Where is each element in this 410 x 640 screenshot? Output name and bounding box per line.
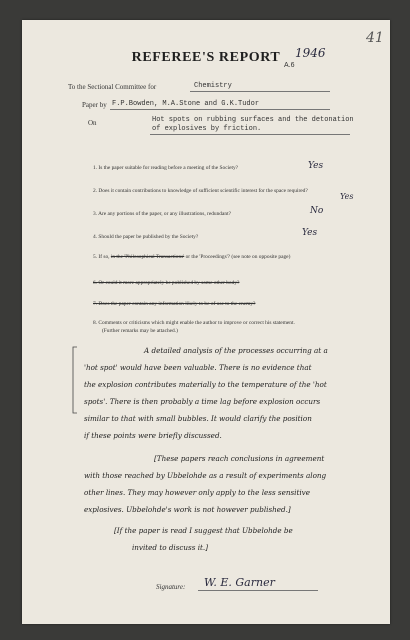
authors-underline [110, 109, 330, 110]
title-underline [150, 134, 350, 135]
question-6: 6. Or could it more appropriately be published by some other body? [93, 280, 240, 286]
paper-authors: F.P.Bowden, M.A.Stone and G.K.Tudor [112, 100, 260, 108]
document-number: A.6 [284, 62, 295, 69]
struck-phil-trans: in the 'Philosophical Transactions' [110, 254, 185, 260]
margin-bracket [70, 345, 80, 415]
report-sheet [22, 20, 390, 624]
signature-underline [198, 590, 318, 591]
paper-by-label: Paper by [82, 101, 107, 109]
answer-2: Yes [340, 192, 354, 201]
question-2: 2. Does it contain contributions to knowledge of sufficient scientific interest for the space required? [93, 188, 308, 194]
paper-on-label: On [88, 119, 97, 127]
answer-3: No [310, 206, 324, 216]
question-8-note: (Further remarks may be attached.) [102, 328, 178, 334]
comment-paragraph-1: A detailed analysis of the processes occurring at a 'hot spot' would have been valuable. There is no evidence that the explosion contributes materially to the temperature of the 'hot spots'. There is then probably a time lag before explosion occurs similar to that with small bubbles. It would clarify the position if these points were briefly discussed. [84, 346, 328, 440]
answer-1: Yes [308, 161, 324, 171]
answer-4: Yes [302, 228, 318, 238]
committee-name: Chemistry [194, 82, 232, 90]
question-8: 8. Comments or criticisms which might enable the author to improve or correct his statement. [93, 320, 295, 326]
handwritten-year: 1946 [295, 46, 326, 60]
signature-handwritten: W. E. Garner [204, 576, 275, 589]
page-title: REFEREE'S REPORT [131, 50, 281, 65]
question-3: 3. Are any portions of the paper, or any illustrations, redundant? [93, 211, 231, 217]
paper-title-line1: Hot spots on rubbing surfaces and the detonation [152, 116, 354, 124]
signature-label: Signature: [156, 583, 186, 591]
folio-number: 41 [366, 30, 384, 46]
committee-underline [190, 91, 330, 92]
question-5: 5. If so, in the 'Philosophical Transactions' or the 'Proceedings'? (see note on opposite page) [93, 254, 291, 260]
comment-paragraph-2: [These papers reach conclusions in agreement with those reached by Ubbelohde as a result of experiments along other lines. They may however only apply to the less sensitive explosives. Ubbelohde's work is not however published.] [84, 454, 327, 514]
question-1: 1. Is the paper suitable for reading before a meeting of the Society? [93, 165, 239, 171]
question-7: 7. Does the paper contain any information likely to be of use to the enemy? [93, 301, 256, 307]
comment-paragraph-3: [If the paper is read I suggest that Ubbelohde be invited to discuss it.] [114, 526, 293, 552]
question-4: 4. Should the paper be published by the Society? [93, 234, 199, 240]
paper-title-line2: of explosives by friction. [152, 125, 262, 133]
committee-prefix: To the Sectional Committee for [68, 83, 157, 91]
